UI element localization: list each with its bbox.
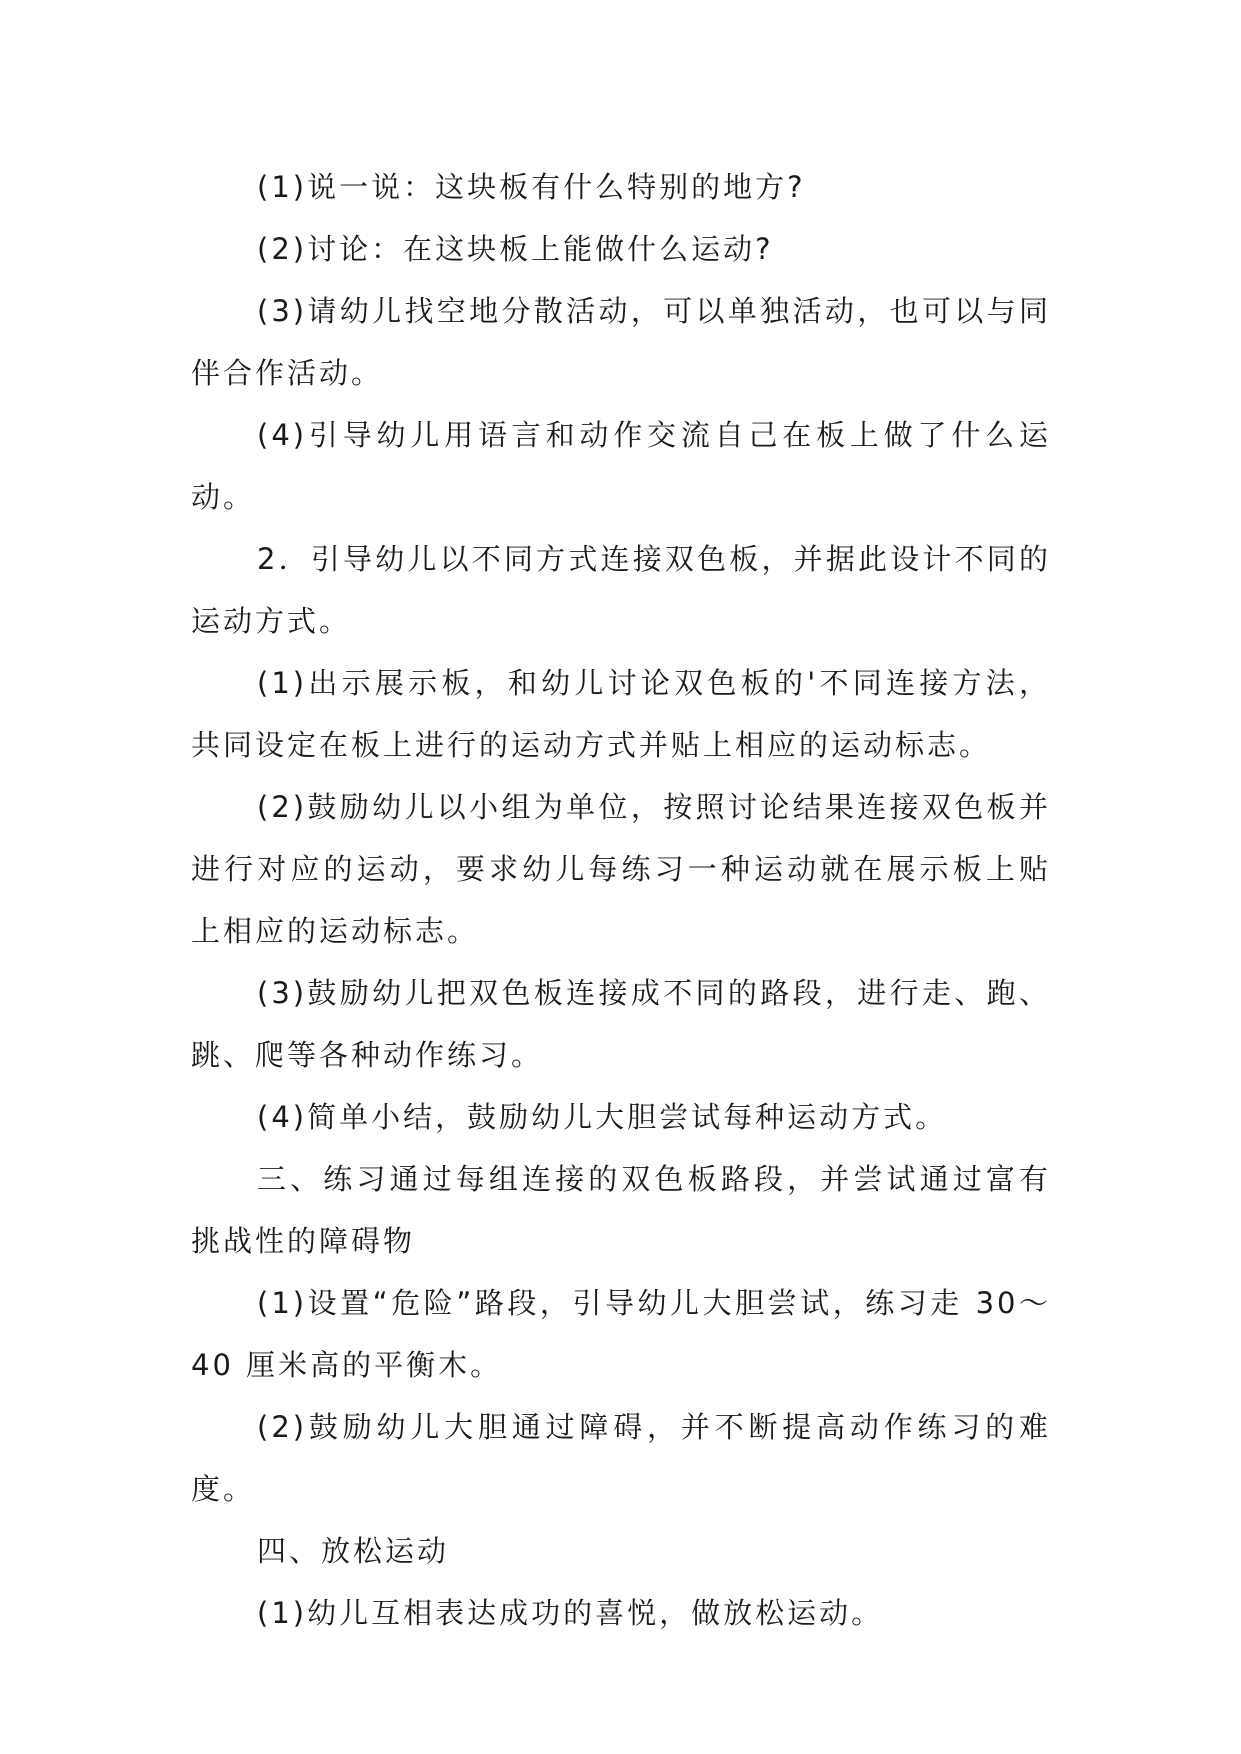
paragraph: (2)鼓励幼儿以小组为单位，按照讨论结果连接双色板并进行对应的运动，要求幼儿每练习一种运动就在展示板上贴上相应的运动标志。 xyxy=(191,790,1051,948)
paragraph: 2．引导幼儿以不同方式连接双色板，并据此设计不同的运动方式。 xyxy=(191,542,1051,638)
paragraph: (1)设置“危险”路段，引导幼儿大胆尝试，练习走 30～40 厘米高的平衡木。 xyxy=(191,1286,1051,1382)
paragraph: (2)鼓励幼儿大胆通过障碍，并不断提高动作练习的难度。 xyxy=(191,1410,1051,1506)
paragraph: (2)讨论：在这块板上能做什么运动? xyxy=(257,232,774,266)
paragraph: (1)幼儿互相表达成功的喜悦，做放松运动。 xyxy=(257,1596,884,1630)
section-heading: 四、放松运动 xyxy=(257,1534,450,1568)
paragraph: (1)说一说：这块板有什么特别的地方? xyxy=(257,170,806,204)
paragraph: (3)请幼儿找空地分散活动，可以单独活动，也可以与同伴合作活动。 xyxy=(191,294,1051,390)
paragraph: (3)鼓励幼儿把双色板连接成不同的路段，进行走、跑、跳、爬等各种动作练习。 xyxy=(191,976,1051,1072)
paragraph: (4)简单小结，鼓励幼儿大胆尝试每种运动方式。 xyxy=(257,1100,948,1134)
document-body xyxy=(191,156,1051,1644)
paragraph: (4)引导幼儿用语言和动作交流自己在板上做了什么运动。 xyxy=(191,418,1051,514)
section-heading: 三、练习通过每组连接的双色板路段，并尝试通过富有挑战性的障碍物 xyxy=(191,1162,1051,1258)
paragraph: (1)出示展示板，和幼儿讨论双色板的'不同连接方法，共同设定在板上进行的运动方式并贴上相应的运动标志。 xyxy=(191,666,1051,762)
